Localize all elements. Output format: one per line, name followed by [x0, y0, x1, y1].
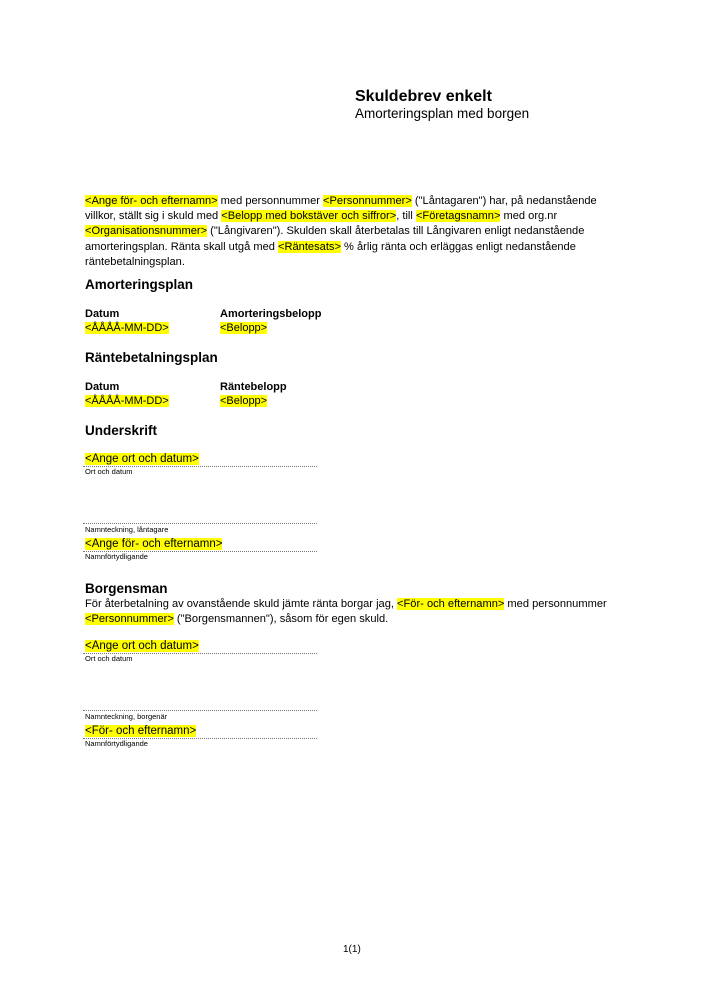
amortization-date-placeholder[interactable]: <ÅÅÅÅ-MM-DD> [85, 322, 169, 334]
place-date-label: Ort och datum [85, 654, 133, 663]
amortization-amount-placeholder[interactable]: <Belopp> [220, 322, 268, 334]
intro-text: % årlig ränta och erläggas enligt nedanstående räntebetalningsplan. [85, 240, 576, 268]
intro-text: ("Låntagaren") har, på nedanstående villkor, ställt sig i skuld med [85, 195, 597, 223]
borrower-name-placeholder[interactable]: <Ange för- och efternamn> [85, 195, 218, 207]
amortization-heading: Amorteringsplan [85, 277, 194, 292]
borrower-place-date-field[interactable]: <Ange ort och datum> [85, 453, 199, 465]
intro-paragraph [85, 194, 625, 270]
borrower-signature-label: Namnteckning, låntagare [85, 525, 169, 534]
org-number-placeholder[interactable]: <Organisationsnummer> [85, 225, 208, 238]
guarantor-pnr-placeholder[interactable]: <Personnummer> [85, 613, 174, 626]
guarantor-text: ("Borgensmannen"), såsom för egen skuld. [173, 613, 389, 626]
guarantor-place-date-field[interactable]: <Ange ort och datum> [85, 640, 199, 652]
guarantor-signature-line[interactable] [83, 710, 317, 711]
guarantor-text: För återbetalning av ovanstående skuld jämte ränta borgar jag, [85, 598, 398, 610]
guarantor-text: med personnummer [504, 598, 607, 610]
interest-date-placeholder[interactable]: <ÅÅÅÅ-MM-DD> [85, 395, 169, 407]
intro-text: med org.nr [500, 210, 558, 223]
place-date-label: Ort och datum [85, 467, 133, 476]
intro-text: ("Långivaren"). Skulden skall återbetalas till Långivaren enligt nedanstående amorteringsplan. Ränta skall utgå med [85, 225, 585, 253]
interest-amount-placeholder[interactable]: <Belopp> [220, 395, 268, 407]
amount-placeholder[interactable]: <Belopp med bokstäver och siffror> [221, 210, 397, 223]
document-title: Skuldebrev enkelt [355, 88, 492, 105]
guarantor-heading: Borgensman [85, 581, 168, 596]
interest-amount-header: Räntebelopp [220, 381, 287, 393]
company-name-placeholder[interactable]: <Företagsnamn> [415, 210, 501, 223]
amortization-date-header: Datum [85, 308, 120, 320]
guarantor-name-placeholder[interactable]: <För- och efternamn> [397, 598, 505, 610]
borrower-name-clarification-field[interactable]: <Ange för- och efternamn> [85, 538, 223, 550]
amortization-amount-header: Amorteringsbelopp [220, 308, 322, 320]
interest-heading: Räntebetalningsplan [85, 350, 218, 365]
intro-text: , till [396, 210, 416, 223]
intro-text: med personnummer [217, 195, 324, 207]
borrower-pnr-placeholder[interactable]: <Personnummer> [323, 195, 412, 207]
interest-rate-placeholder[interactable]: <Räntesats> [278, 240, 341, 253]
guarantor-signature-label: Namnteckning, borgenär [85, 712, 168, 721]
signature-heading: Underskrift [85, 423, 158, 438]
interest-date-header: Datum [85, 381, 120, 393]
document-subtitle: Amorteringsplan med borgen [355, 106, 530, 121]
name-clarification-label: Namnförtydligande [85, 552, 148, 561]
name-clarification-label: Namnförtydligande [85, 739, 148, 748]
guarantor-name-clarification-field[interactable]: <För- och efternamn> [85, 725, 197, 737]
guarantor-paragraph [85, 597, 625, 627]
page-number: 1(1) [343, 944, 361, 955]
borrower-signature-line[interactable] [83, 523, 317, 524]
